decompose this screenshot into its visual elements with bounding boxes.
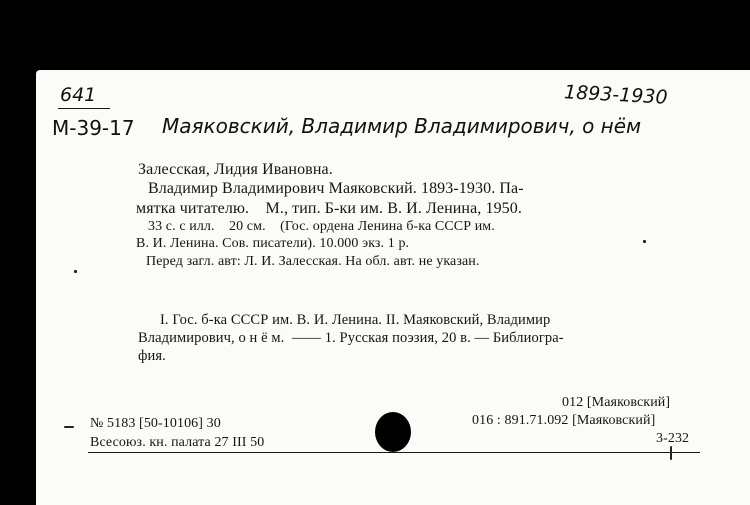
speck (643, 240, 646, 243)
punch-hole (375, 412, 411, 452)
title-line-2: мятка читателю. М., тип. Б-ки им. В. И. Ленина, 1950. (136, 200, 522, 217)
title-line-1: Владимир Владимирович Маяковский. 1893-1930. Па- (148, 180, 524, 197)
card-number: № 5183 [50-10106] 30 (90, 416, 221, 431)
classification-1: 012 [Маяковский] (562, 395, 671, 410)
shelf-code: М-39-17 (52, 116, 135, 140)
footer-underline (88, 452, 700, 453)
shelf-underline (58, 108, 110, 109)
subject-heading-handwritten: Маяковский, Владимир Владимирович, о нём (162, 114, 642, 138)
book-chamber: Всесоюз. кн. палата 27 III 50 (90, 435, 265, 450)
speck (64, 426, 74, 428)
tracing-line-2: Владимирович, о н ё м. —— 1. Русская поэзия, 20 в. — Библиогра- (138, 330, 564, 346)
classification-3: 3-232 (656, 431, 690, 446)
classification-2: 016 : 891.71.092 [Маяковский] (472, 413, 656, 428)
tracing-line-3: фия. (138, 348, 166, 364)
years-handwritten: 1893-1930 (563, 81, 669, 109)
speck (74, 270, 77, 273)
speck (670, 446, 672, 460)
note-line: Перед загл. авт: Л. И. Залесская. На обл. авт. не указан. (146, 254, 480, 269)
author-heading: Залесская, Лидия Ивановна. (138, 161, 333, 178)
shelf-number: 641 (60, 84, 97, 106)
tracing-line-1: I. Гос. б-ка СССР им. В. И. Ленина. II. Маяковский, Владимир (160, 312, 551, 328)
series-line: В. И. Ленина. Сов. писатели). 10.000 экз. 1 р. (136, 236, 410, 251)
collation-line: 33 с. с илл. 20 см. (Гос. ордена Ленина б-ка СССР им. (148, 219, 495, 234)
